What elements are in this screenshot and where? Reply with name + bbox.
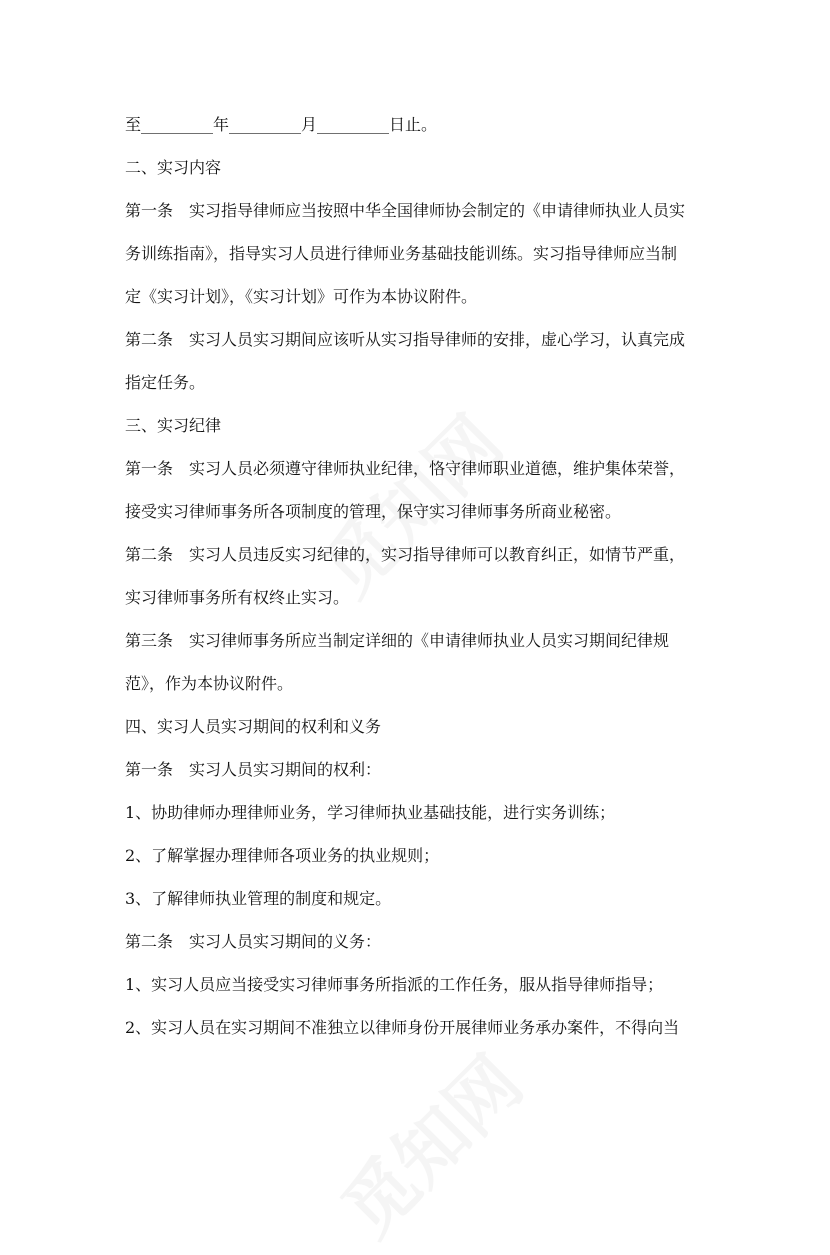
list-item: 1、实习人员应当接受实习律师事务所指派的工作任务，服从指导律师指导； [125, 975, 664, 994]
paragraph-line: 第一条 实习人员必须遵守律师执业纪律，恪守律师职业道德，维护集体荣誉， [125, 459, 686, 478]
paragraph-line: 第一条 实习人员实习期间的权利： [125, 760, 382, 779]
list-item: 2、实习人员在实习期间不准独立以律师身份开展律师业务承办案件，不得向当 [125, 1018, 680, 1037]
section-heading-internship-content: 二、实习内容 [125, 158, 222, 177]
paragraph-line: 范》，作为本协议附件。 [125, 674, 294, 693]
paragraph-line: 指定任务。 [125, 373, 206, 392]
paragraph-line: 实习律师事务所有权终止实习。 [125, 588, 350, 607]
paragraph-line: 第一条 实习指导律师应当按照中华全国律师协会制定的《申请律师执业人员实 [125, 201, 686, 220]
list-item: 1、协助律师办理律师业务，学习律师执业基础技能，进行实务训练； [125, 803, 616, 822]
paragraph-line: 第二条 实习人员实习期间的义务： [125, 932, 382, 951]
paragraph-line: 务训练指南》，指导实习人员进行律师业务基础技能训练。实习指导律师应当制 [125, 244, 678, 263]
paragraph-line: 第二条 实习人员实习期间应该听从实习指导律师的安排，虚心学习，认真完成 [125, 330, 686, 349]
paragraph-line: 定《实习计划》，《实习计划》可作为本协议附件。 [125, 287, 478, 306]
paragraph-line: 接受实习律师事务所各项制度的管理，保守实习律师事务所商业秘密。 [125, 502, 622, 521]
paragraph-line: 第二条 实习人员违反实习纪律的，实习指导律师可以教育纠正，如情节严重， [125, 545, 686, 564]
section-heading-discipline: 三、实习纪律 [125, 416, 222, 435]
watermark [315, 1029, 541, 1255]
period-end-line: 至_________年_________月_________日止。 [125, 115, 438, 134]
paragraph-line: 第三条 实习律师事务所应当制定详细的《申请律师执业人员实习期间纪律规 [125, 631, 670, 650]
list-item: 3、了解律师执业管理的制度和规定。 [125, 889, 392, 908]
list-item: 2、了解掌握办理律师各项业务的执业规则； [125, 846, 440, 865]
section-heading-rights-obligations: 四、实习人员实习期间的权利和义务 [125, 717, 382, 736]
